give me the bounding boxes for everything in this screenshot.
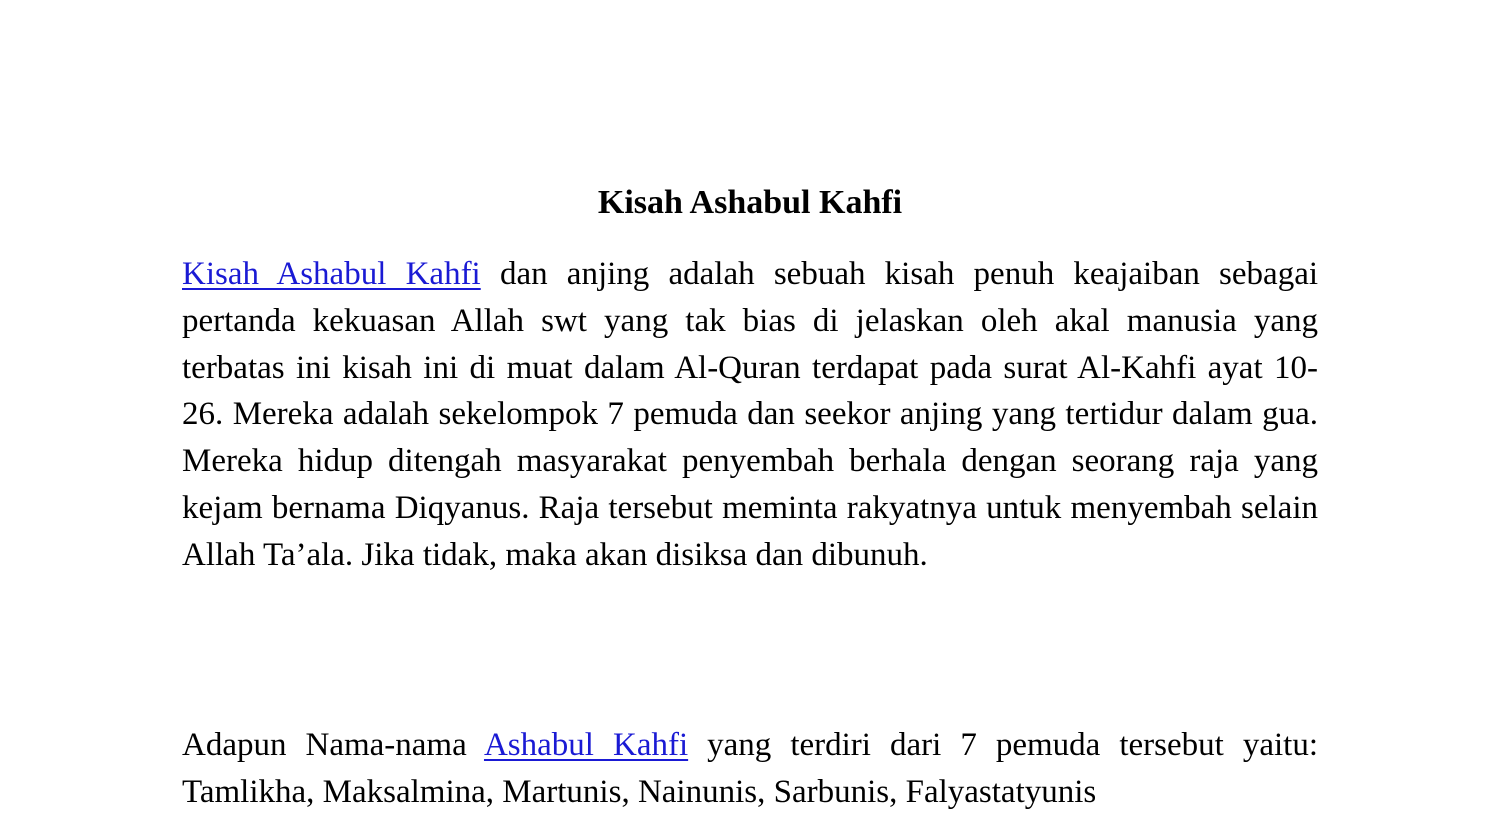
paragraph-names-text: yang terdiri dari 7 pemuda tersebut yaitu: Tamlikha, Maksalmina, Martunis, Nainunis, Sarbunis, Falyastatyunis — [182, 727, 1318, 810]
paragraph-intro — [182, 251, 1318, 579]
document-title: Kisah Ashabul Kahfi — [597, 184, 903, 221]
paragraph-intro-text: dan anjing adalah sebuah kisah penuh keajaiban sebagai pertanda kekuasan Allah swt yang tak bias di jelaskan oleh akal manusia yang terbatas ini kisah ini di muat dalam Al-Quran terdapat pada surat Al-Kahfi ayat 10-26. Mereka adalah sekelompok 7 pemuda dan seekor anjing yang tertidur dalam gua. Mereka hidup ditengah masyarakat penyembah berhala dengan seorang raja yang kejam bernama Diqyanus. Raja tersebut meminta rakyatnya untuk menyembah selain Allah Ta’ala. Jika tidak, maka akan disiksa dan dibunuh. — [182, 256, 1319, 573]
link-kisah-ashabul-kahfi[interactable]: Kisah Ashabul Kahfi — [182, 256, 481, 292]
link-ashabul-kahfi[interactable]: Ashabul Kahfi — [483, 727, 689, 763]
paragraph-names — [182, 722, 1318, 816]
paragraph-names-lead: Adapun Nama-nama — [182, 727, 484, 763]
